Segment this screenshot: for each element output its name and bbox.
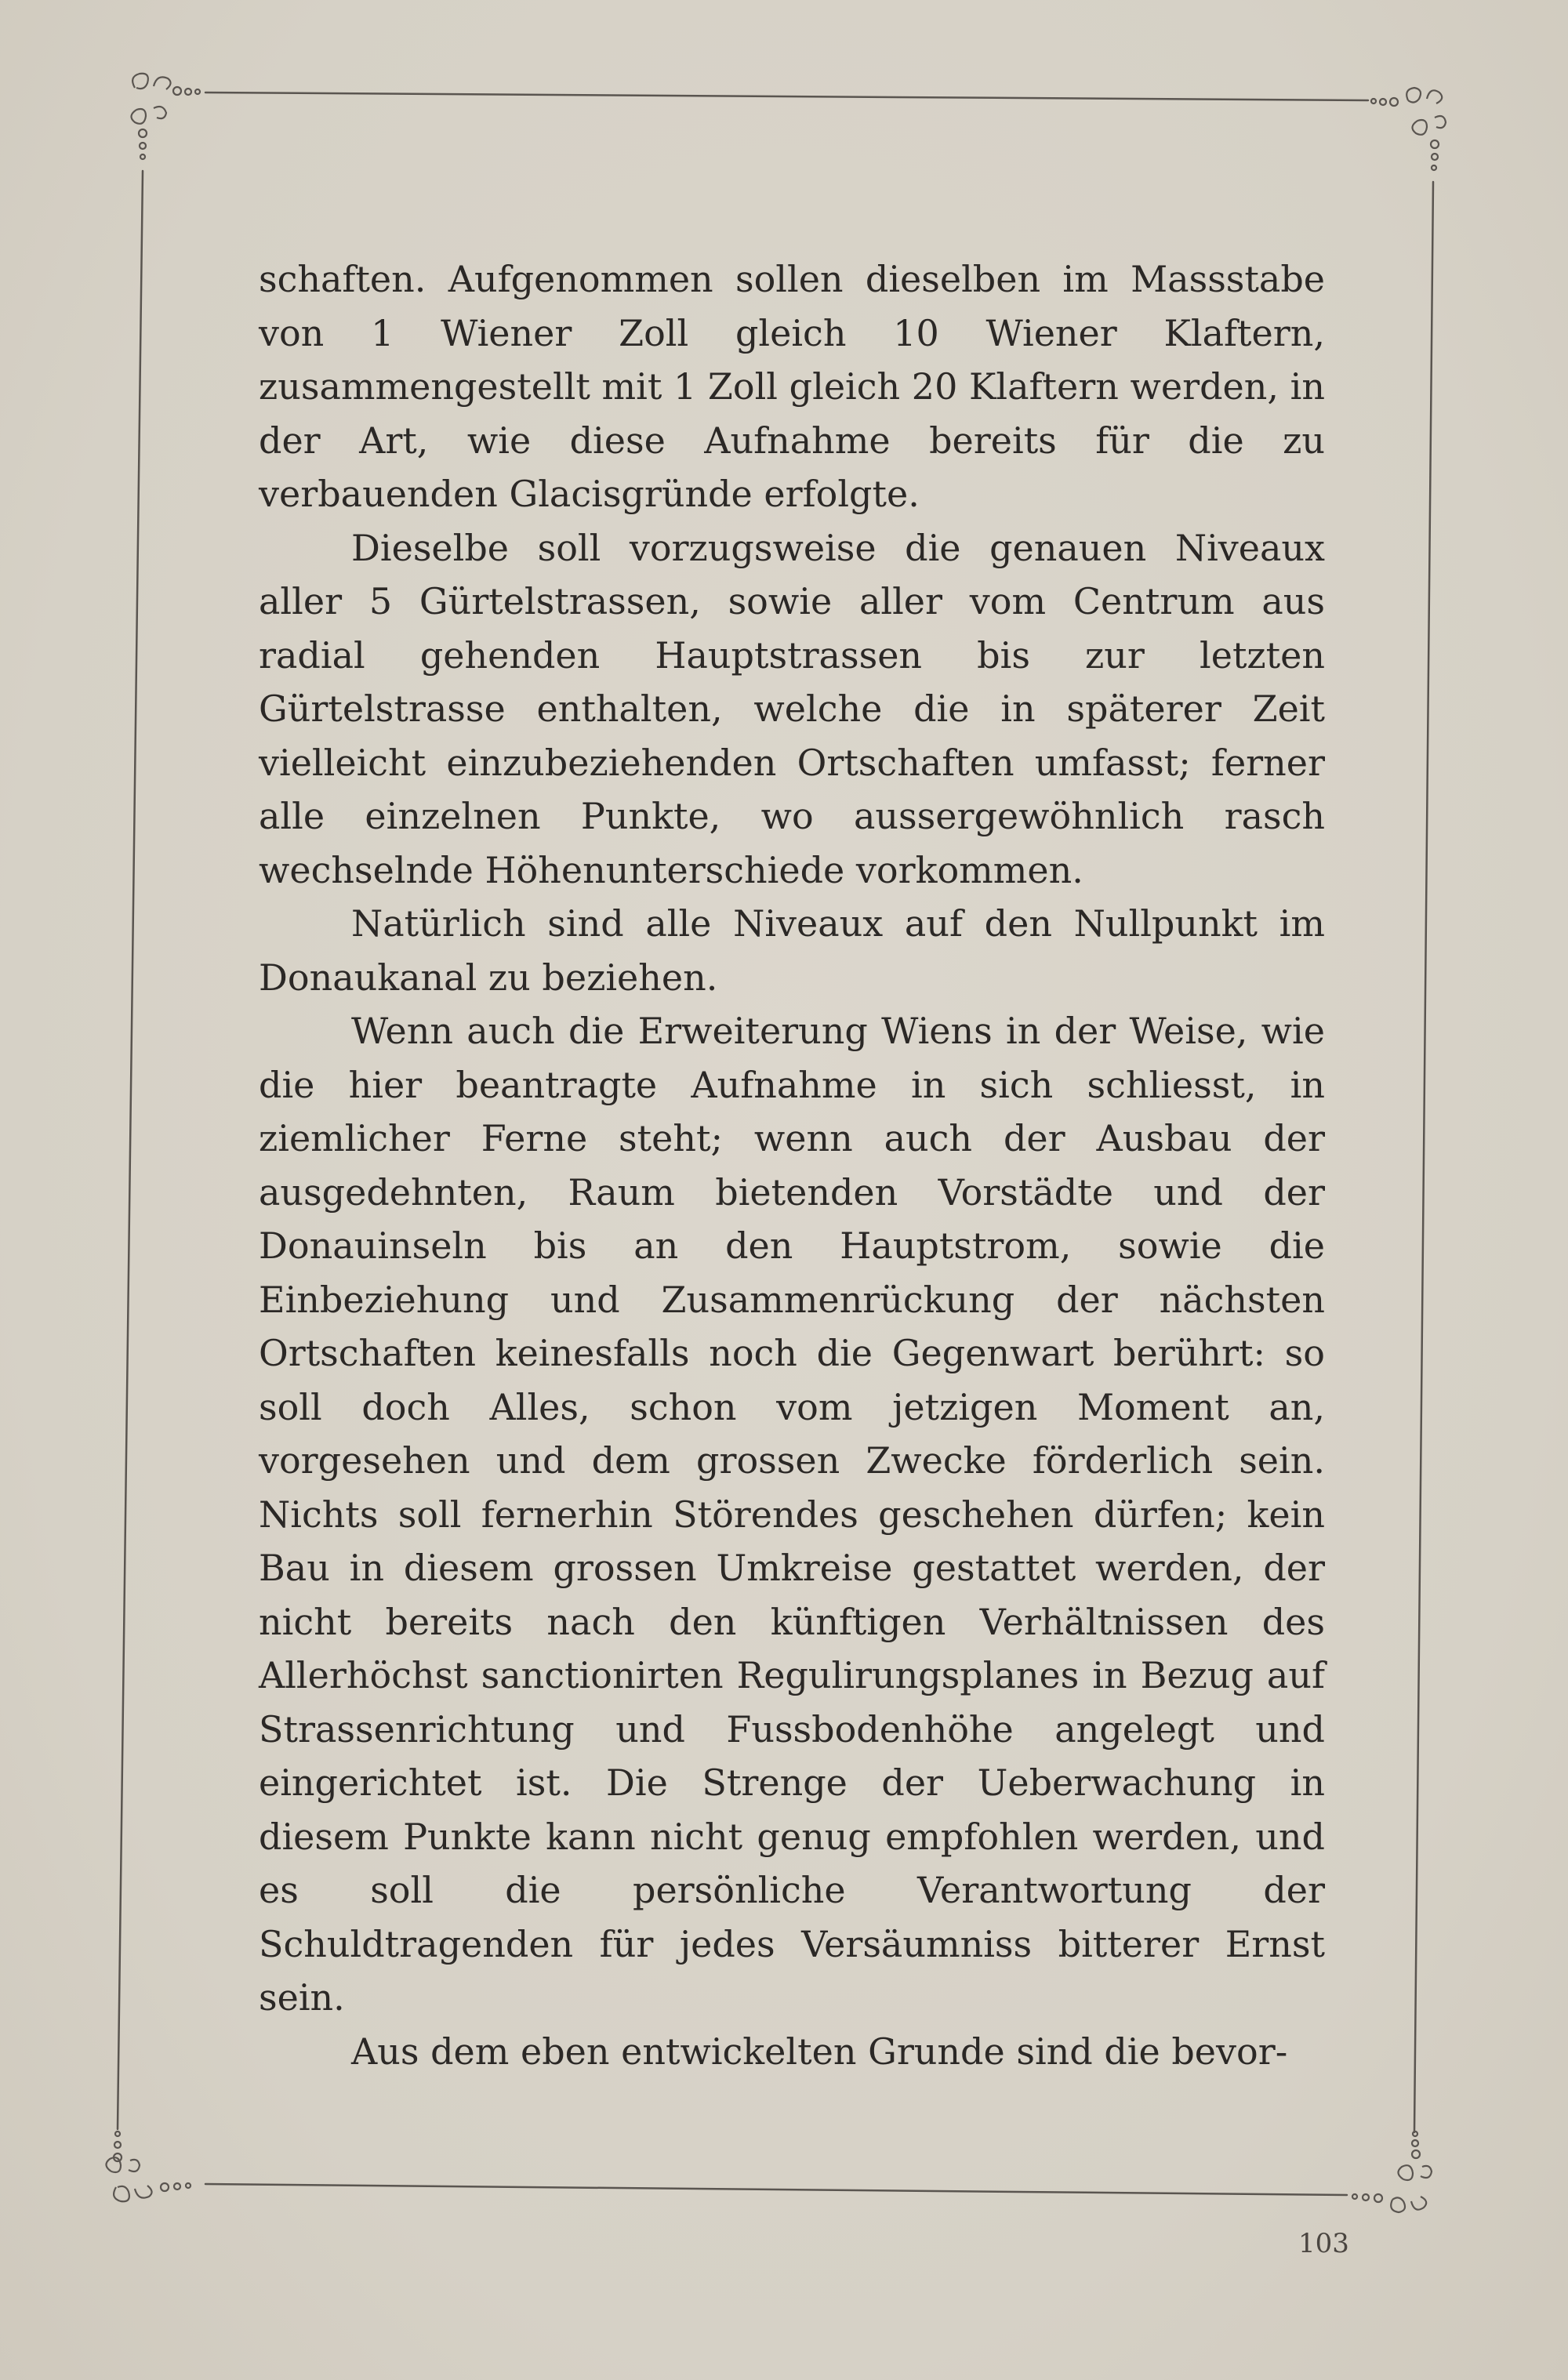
corner-ornament-bottom-right: [1352, 2131, 1432, 2212]
paragraph: Dieselbe soll vorzugsweise die genauen Niveaux aller 5 Gürtelstrassen, sowie aller vom Centrum aus radial gehenden Hauptstrassen bis zur letzten Gürtelstrasse enthalten, welche die in späterer Zeit vielleicht einzubeziehenden Ortschaften umfasst; ferner alle einzelnen Punkte, wo aussergewöhnlich rasch wechselnde Höhenunterschiede vorkommen.: [259, 526, 1325, 891]
corner-ornament-top-right: [1371, 88, 1446, 170]
paragraph: Aus dem eben entwickelten Grunde sind die bevor-: [351, 2030, 1288, 2073]
paragraph: Natürlich sind alle Niveaux auf den Nullpunkt im Donaukanal zu beziehen.: [259, 902, 1325, 999]
corner-ornament-bottom-left: [106, 2131, 191, 2201]
corner-ornament-top-left: [131, 74, 200, 159]
paragraph: Wenn auch die Erweiterung Wiens in der Weise, wie die hier beantragte Aufnahme in sich schliesst, in ziemlicher Ferne steht; wenn auch der Ausbau der ausgedehnten, Raum bietenden Vorstädte und der Donauinseln bis an den Hauptstrom, sowie die Einbeziehung und Zusammenrückung der nächsten Ortschaften keinesfalls noch die Gegenwart berührt: so soll doch Alles, schon vom jetzigen Moment an, vorgesehen und dem grossen Zwecke förderlich sein. Nichts soll fernerhin Störendes geschehen dürfen; kein Bau in diesem grossen Umkreise gestattet werden, der nicht bereits nach den künftigen Verhältnissen des Allerhöchst sanctionirten Regulirungsplanes in Bezug auf Strassenrichtung und Fussbodenhöhe angelegt und eingerichtet ist. Die Strenge der Ueberwachung in diesem Punkte kann nicht genug empfohlen werden, und es soll die persönliche Verantwortung der Schuldtragenden für jedes Versäumniss bitterer Ernst sein.: [259, 1010, 1325, 2019]
page-number: 103: [1298, 2228, 1349, 2259]
paragraph: schaften. Aufgenommen sollen dieselben im Massstabe von 1 Wiener Zoll gleich 10 Wiener Klaftern, zusammengestellt mit 1 Zoll gleich 20 Klaftern werden, in der Art, wie diese Aufnahme bereits für die zu verbauenden Glacisgründe erfolgte.: [259, 258, 1325, 515]
body-text: [259, 252, 1325, 2078]
